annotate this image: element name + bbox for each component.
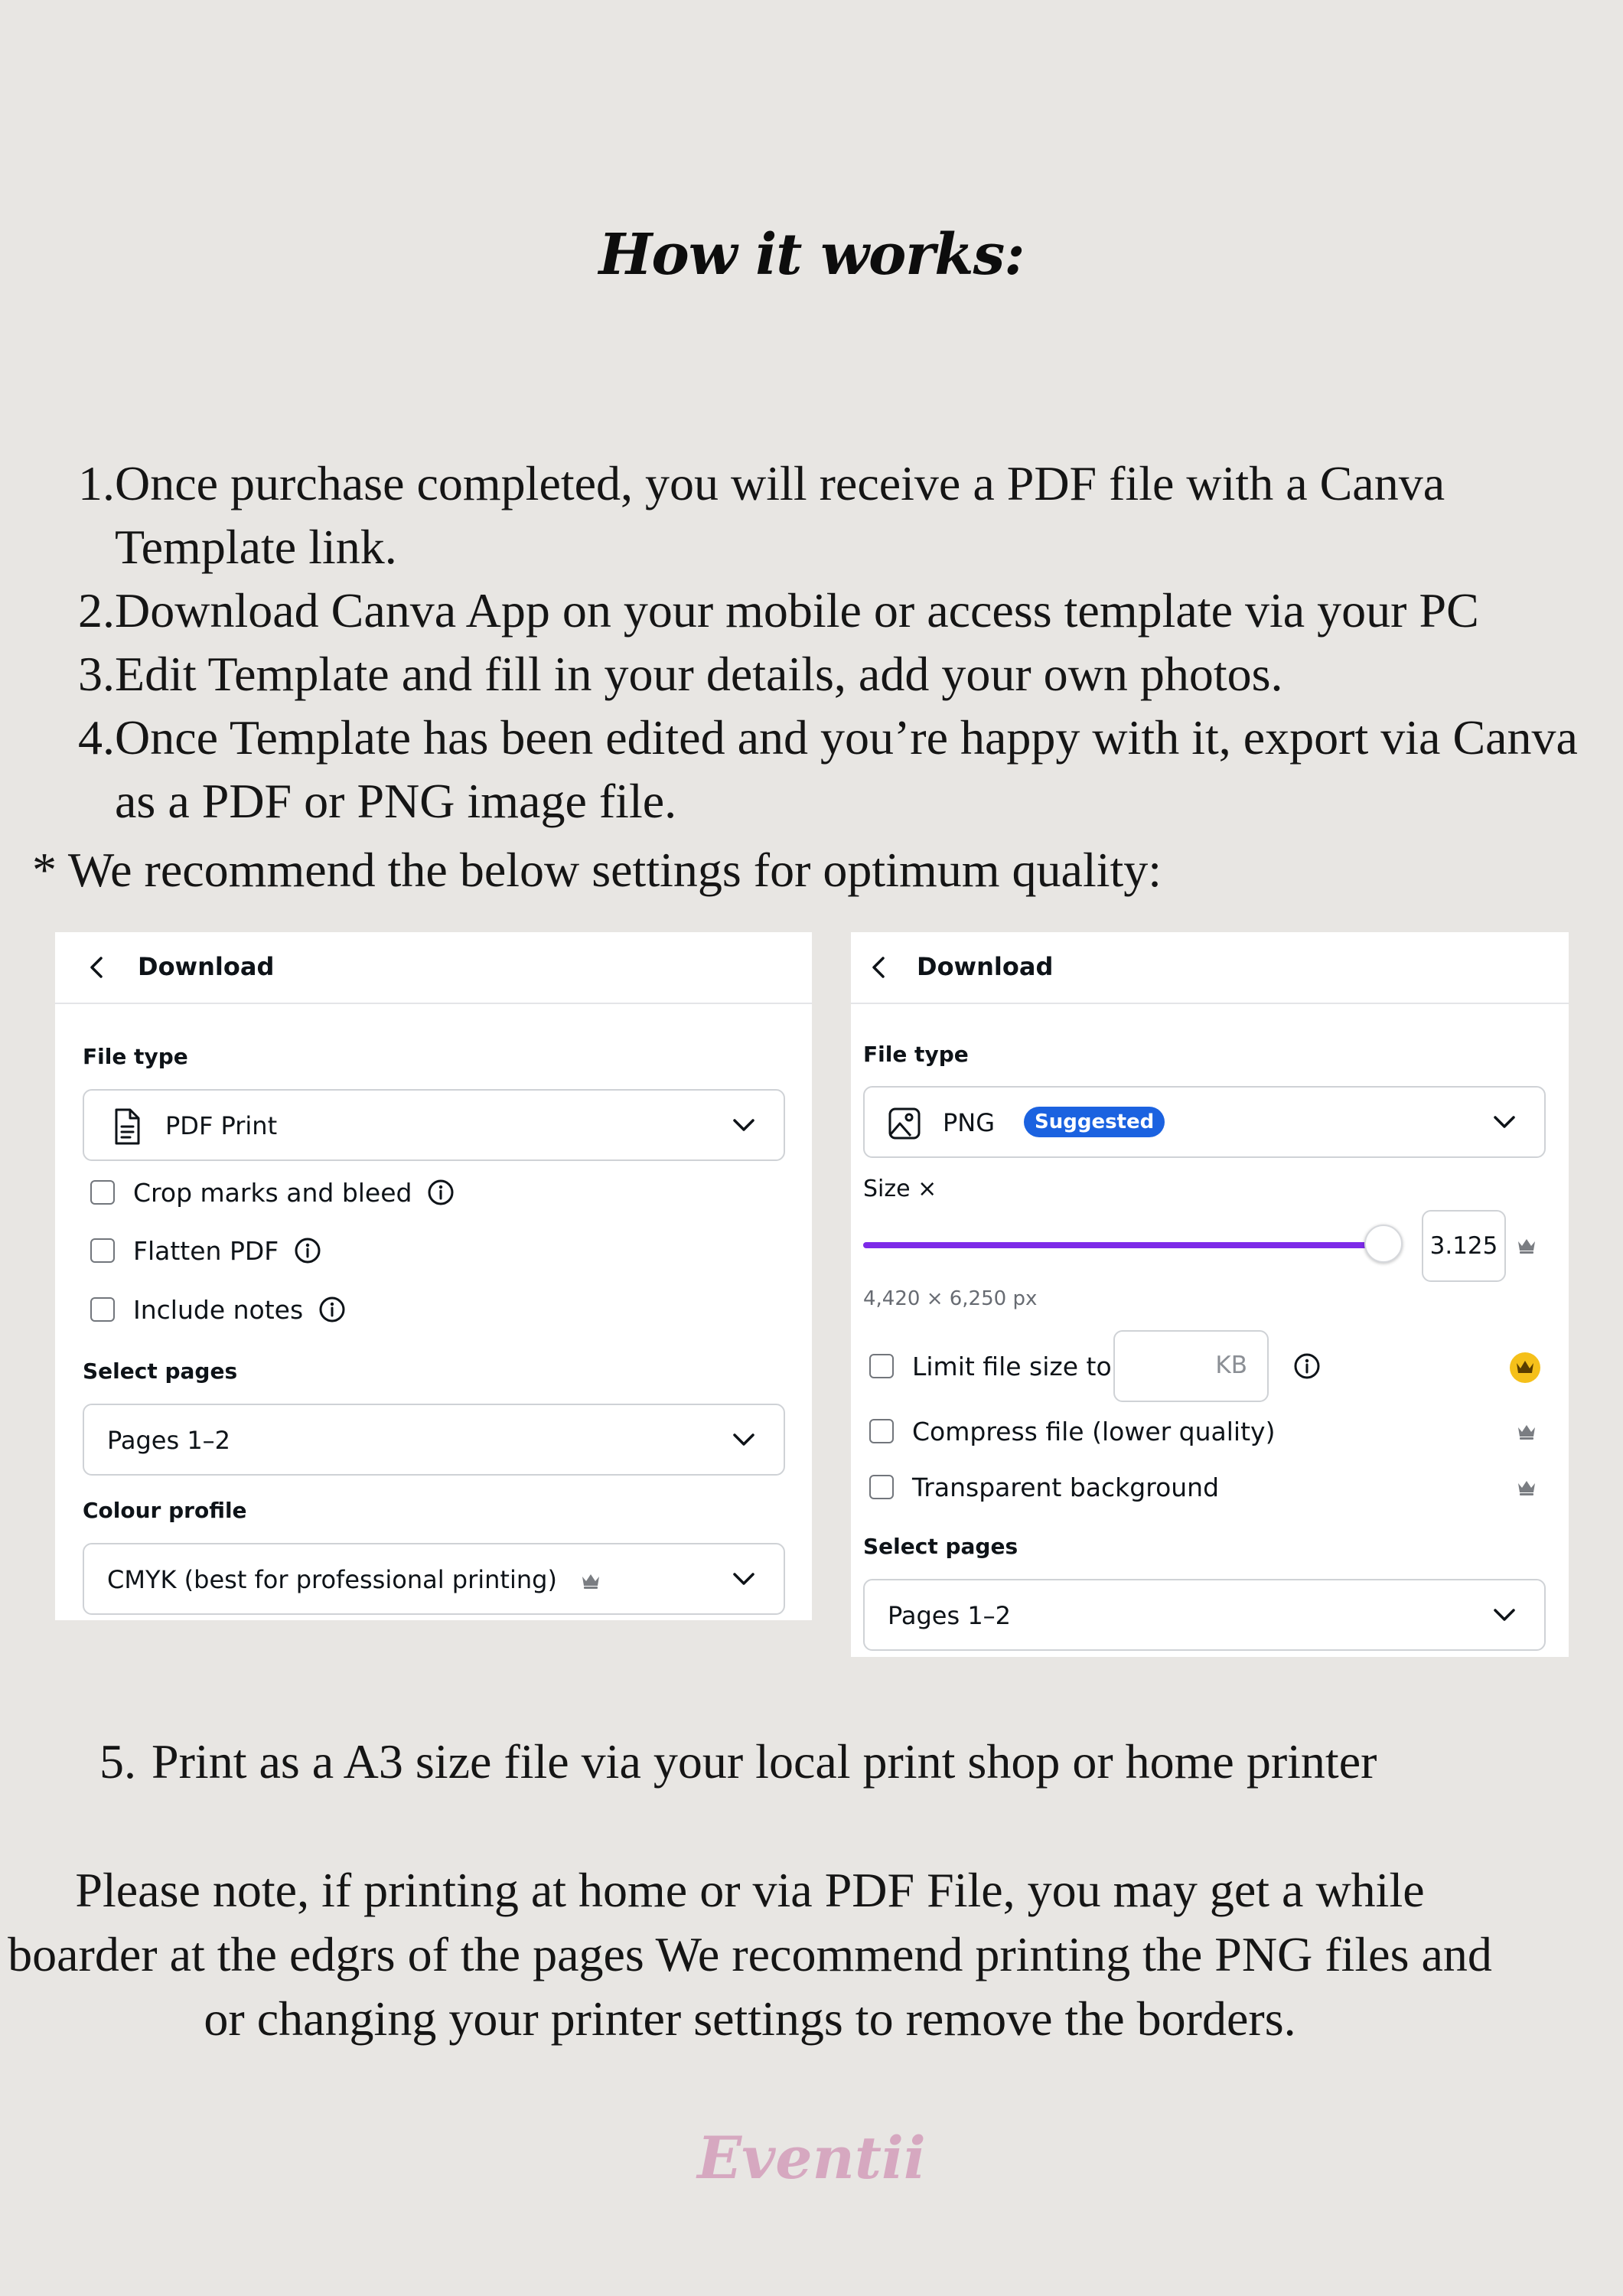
- step-5: [99, 1730, 1377, 1793]
- kb-input[interactable]: [1113, 1330, 1269, 1402]
- step-text: Once Template has been edited and you’re happy with it, export via Canva as a PDF or PNG image file.: [115, 710, 1578, 828]
- step-text: Print as a A3 size file via your local print shop or home printer: [152, 1734, 1377, 1789]
- brand-logo: Eventii: [697, 2124, 926, 2192]
- crown-icon: [580, 1571, 601, 1590]
- file-type-label: File type: [83, 1044, 188, 1069]
- colour-profile-value: CMYK (best for professional printing): [107, 1565, 557, 1594]
- file-type-select[interactable]: [83, 1089, 785, 1161]
- chevron-down-icon: [1492, 1113, 1517, 1131]
- file-type-value: PNG: [943, 1108, 996, 1137]
- select-pages-value: Pages 1–2: [888, 1601, 1012, 1630]
- panel-header-title: Download: [138, 952, 275, 981]
- step-number: 2.: [78, 583, 115, 638]
- step-item: [54, 452, 1584, 579]
- chevron-down-icon: [732, 1570, 756, 1588]
- info-icon[interactable]: [318, 1296, 346, 1323]
- image-icon: [888, 1107, 921, 1140]
- compress-file-label: Compress file (lower quality): [912, 1416, 1276, 1446]
- include-notes-checkbox[interactable]: [90, 1297, 115, 1322]
- step-number: 5.: [99, 1734, 136, 1789]
- file-type-value: PDF Print: [165, 1111, 278, 1140]
- png-download-panel: [851, 932, 1569, 1657]
- pdf-download-panel: [55, 932, 812, 1620]
- select-pages-label: Select pages: [863, 1534, 1018, 1559]
- premium-crown-icon: [1509, 1352, 1541, 1384]
- limit-file-size-label: Limit file size to: [912, 1351, 1112, 1381]
- flatten-pdf-checkbox[interactable]: [90, 1238, 115, 1263]
- size-slider-handle[interactable]: [1364, 1225, 1403, 1263]
- step-number: 3.: [78, 647, 115, 701]
- compress-file-option[interactable]: [869, 1414, 1275, 1448]
- step-text: Once purchase completed, you will receive a PDF file with a Canva Template link.: [115, 456, 1445, 574]
- select-pages-value: Pages 1–2: [107, 1426, 231, 1455]
- chevron-down-icon: [1492, 1606, 1517, 1624]
- info-icon[interactable]: [427, 1179, 455, 1206]
- step-text: Edit Template and fill in your details, add your own photos.: [115, 647, 1283, 701]
- size-slider[interactable]: [863, 1242, 1383, 1248]
- document-icon: [112, 1107, 142, 1146]
- size-label: Size ×: [863, 1176, 937, 1202]
- crop-marks-option[interactable]: [90, 1176, 455, 1209]
- panel-header: [851, 932, 1569, 1004]
- transparent-background-option[interactable]: [869, 1470, 1219, 1504]
- select-pages-dropdown[interactable]: [863, 1579, 1546, 1651]
- crown-icon: [1516, 1236, 1537, 1254]
- chevron-down-icon: [732, 1116, 756, 1134]
- chevron-down-icon: [732, 1430, 756, 1449]
- size-slider-fill: [863, 1242, 1383, 1248]
- step-item: [54, 579, 1584, 642]
- include-notes-option[interactable]: [90, 1293, 346, 1326]
- select-pages-dropdown[interactable]: [83, 1404, 785, 1476]
- back-arrow-icon[interactable]: [868, 954, 891, 981]
- crop-marks-checkbox[interactable]: [90, 1180, 115, 1205]
- compress-file-checkbox[interactable]: [869, 1419, 894, 1443]
- crown-icon: [1516, 1478, 1537, 1496]
- kb-placeholder: KB: [1215, 1352, 1247, 1379]
- colour-profile-dropdown[interactable]: [83, 1543, 785, 1615]
- file-type-select[interactable]: [863, 1086, 1546, 1158]
- page-title: How it works:: [598, 222, 1025, 288]
- limit-file-size-checkbox[interactable]: [869, 1354, 894, 1378]
- step-text: Download Canva App on your mobile or access template via your PC: [115, 583, 1479, 638]
- transparent-background-label: Transparent background: [912, 1472, 1220, 1502]
- step-number: 4.: [78, 710, 115, 765]
- pixel-dimensions: 4,420 × 6,250 px: [863, 1287, 1038, 1310]
- panel-header: [55, 932, 812, 1004]
- flatten-pdf-option[interactable]: [90, 1234, 321, 1267]
- flatten-pdf-label: Flatten PDF: [133, 1235, 279, 1266]
- step-item: [54, 642, 1584, 706]
- step-number: 1.: [78, 456, 115, 510]
- step-item: [54, 706, 1584, 833]
- limit-file-size-option[interactable]: [869, 1349, 1112, 1383]
- crown-icon: [1516, 1422, 1537, 1440]
- size-input[interactable]: 3.125: [1422, 1210, 1506, 1282]
- printing-footnote: Please note, if printing at home or via PDF File, you may get a while boarder at the edgrs of the pages We recommend printing the PNG files and or changing your printer settings to remove the borders.: [8, 1863, 1492, 2046]
- suggested-badge: Suggested: [1024, 1107, 1165, 1137]
- info-icon[interactable]: [1293, 1352, 1321, 1380]
- recommend-note: * We recommend the below settings for optimum quality:: [32, 843, 1162, 897]
- crop-marks-label: Crop marks and bleed: [133, 1177, 412, 1208]
- include-notes-label: Include notes: [133, 1294, 304, 1325]
- colour-profile-label: Colour profile: [83, 1498, 247, 1523]
- info-icon[interactable]: [294, 1237, 321, 1264]
- panel-header-title: Download: [917, 952, 1054, 981]
- back-arrow-icon[interactable]: [86, 954, 109, 981]
- file-type-label: File type: [863, 1042, 969, 1067]
- transparent-background-checkbox[interactable]: [869, 1475, 894, 1499]
- steps-list: [54, 452, 1584, 833]
- select-pages-label: Select pages: [83, 1358, 238, 1384]
